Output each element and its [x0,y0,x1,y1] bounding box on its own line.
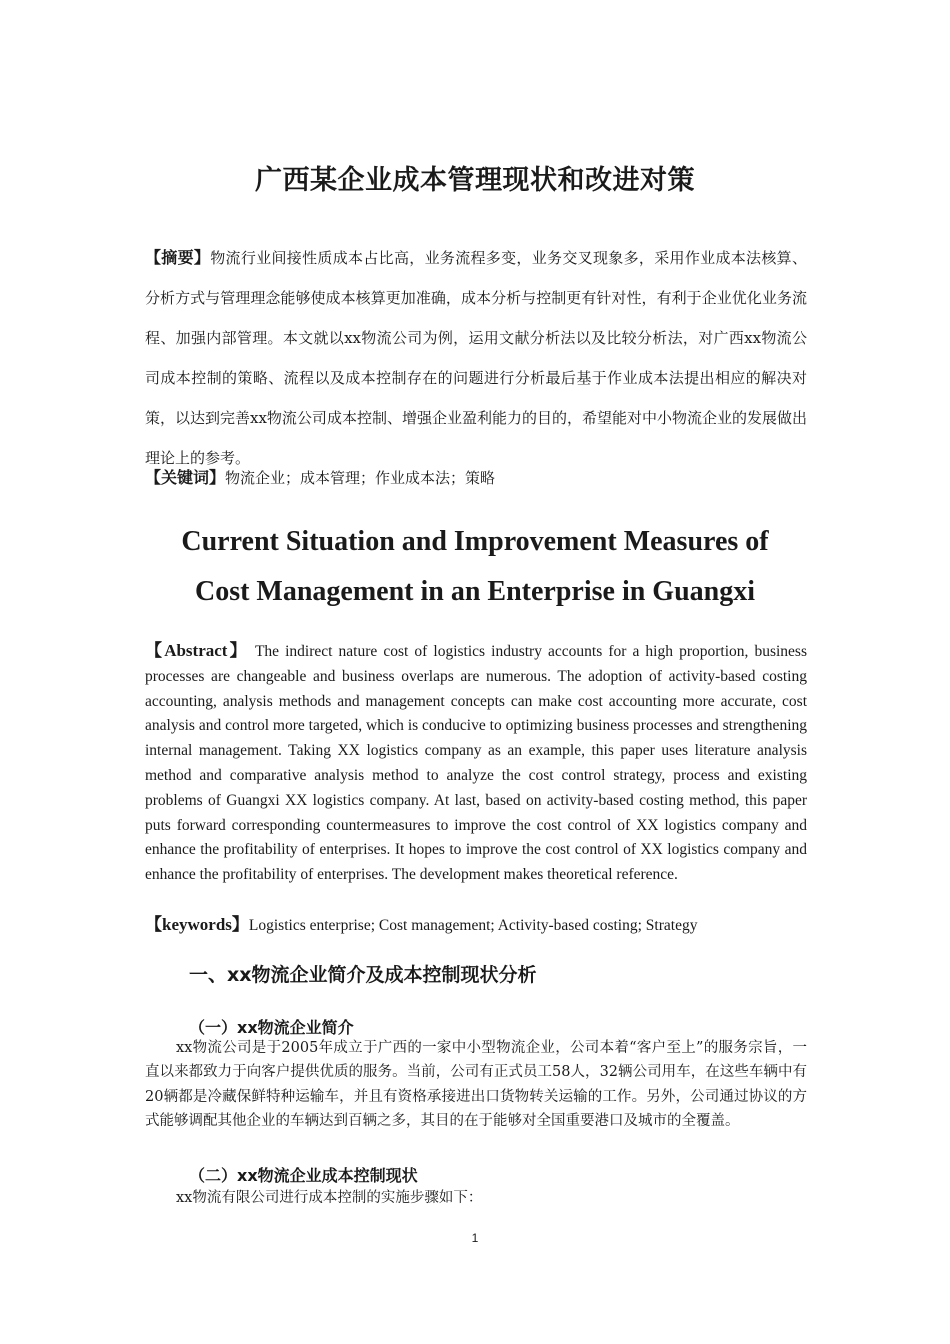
english-keywords-label: 【keywords】 [145,915,249,934]
english-title-line-2: Cost Management in an Enterprise in Guangxi [194,576,756,607]
chinese-keywords-text: 物流企业；成本管理；作业成本法；策略 [225,469,496,487]
section-1-heading: 一、xx物流企业简介及成本控制现状分析 [189,964,537,986]
english-abstract [145,639,807,888]
english-title [0,517,950,617]
chinese-keywords [145,464,807,492]
chinese-abstract-label: 【摘要】 [145,248,211,267]
chinese-abstract [145,238,807,478]
english-keywords-text: Logistics enterprise; Cost management; Activity-based costing; Strategy [248,917,698,934]
subsection-1-paragraph: xx物流公司是于2005年成立于广西的一家中小型物流企业，公司本着“客户至上”的服务宗旨，一直以来都致力于向客户提供优质的服务。当前，公司有正式员工58人，32辆公司用车，在这些车辆中有20辆都是冷藏保鲜特种运输车，并且有资格承接进出口货物转关运输的工作。另外，公司通过协议的方式能够调配其他企业的车辆达到百辆之多，其目的在于能够对全国重要港口及城市的全覆盖。 [145,1040,807,1130]
english-abstract-label: 【Abstract】 [145,641,249,660]
page-number: 1 [471,1231,479,1245]
chinese-keywords-label: 【关键词】 [145,468,226,487]
english-abstract-text: The indirect nature cost of logistics industry accounts for a high proportion, business processes are changeable and business overlaps are numerous. The adoption of activity-based costing accounting, analysis methods and management concepts can make cost accounting more accurate, cost analysis and control more targeted, which is conducive to optimizing business processes and strengthening internal management. Taking XX logistics company as an example, this paper uses literature analysis method and comparative analysis method to analyze the cost control strategy, process and existing problems of Guangxi XX logistics company. At last, based on activity-based costing method, this paper puts forward corresponding countermeasures to improve the cost control of XX logistics company and enhance the profitability of enterprises. It hopes to improve the cost control of XX logistics company and enhance the profitability of enterprises. The development makes theoretical reference. [145,643,807,884]
subsection-2-paragraph: xx物流有限公司进行成本控制的实施步骤如下： [176,1190,483,1206]
chinese-title: 广西某企业成本管理现状和改进对策 [255,165,695,196]
subsection-1-heading: （一）xx物流企业简介 [189,1018,354,1037]
chinese-abstract-text: 物流行业间接性质成本占比高，业务流程多变，业务交叉现象多，采用作业成本法核算、分析方式与管理理念能够使成本核算更加准确，成本分析与控制更有针对性，有利于企业优化业务流程、加强内部管理。本文就以xx物流公司为例，运用文献分析法以及比较分析法，对广西xx物流公司成本控制的策略、流程以及成本控制存在的问题进行分析最后基于作业成本法提出相应的解决对策，以达到完善xx物流公司成本控制、增强企业盈利能力的目的，希望能对中小物流企业的发展做出理论上的参考。 [145,249,807,467]
subsection-2-heading: （二）xx物流企业成本控制现状 [189,1166,418,1185]
english-title-line-1: Current Situation and Improvement Measures of [181,526,769,557]
english-keywords [145,912,807,939]
